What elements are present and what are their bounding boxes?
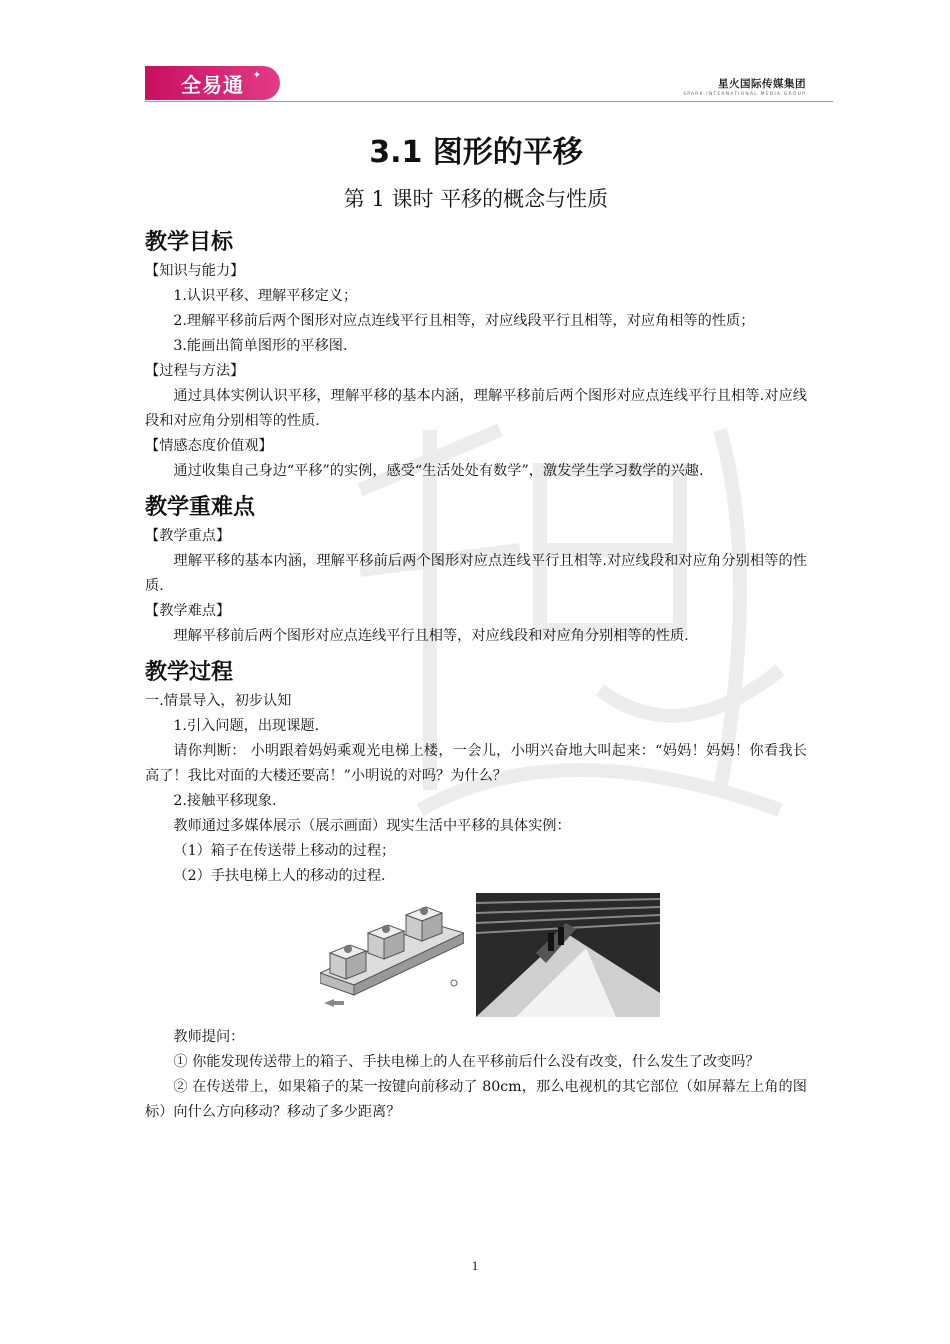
example-figures bbox=[145, 893, 807, 1019]
process-label: 【过程与方法】 bbox=[145, 363, 245, 379]
section-title: 一.情景导入，初步认知 bbox=[145, 693, 292, 709]
emotion-text: 通过收集自己身边“平移”的实例，感受“生活处处有数学”，激发学生学习数学的兴趣. bbox=[173, 463, 704, 479]
company-name-cn: 星火国际传媒集团 bbox=[718, 78, 806, 90]
process-heading: 教学过程 bbox=[145, 660, 234, 685]
step-text: 2.接触平移现象. bbox=[173, 793, 277, 809]
brand-logo-text: 全易通 bbox=[181, 72, 244, 97]
focus-label: 【教学重点】 bbox=[145, 528, 231, 544]
question-item: ② 在传送带上，如果箱子的某一按键向前移动了 80cm，那么电视机的其它部位（如屏幕左上角的图标）向什么方向移动？移动了多少距离？ bbox=[145, 1079, 807, 1120]
page-title: 3.1 图形的平移 bbox=[369, 135, 583, 170]
focus-text: 理解平移的基本内涵，理解平移前后两个图形对应点连线平行且相等.对应线段和对应角分别相等的性质. bbox=[145, 553, 807, 594]
difficulty-text: 理解平移前后两个图形对应点连线平行且相等，对应线段和对应角分别相等的性质. bbox=[173, 628, 689, 644]
brand-logo bbox=[145, 66, 280, 100]
judge-text: 请你判断： 小明跟着妈妈乘观光电梯上楼，一会儿，小明兴奋地大叫起来：“妈妈！妈妈！你看我长高了！我比对面的大楼还要高！”小明说的对吗？为什么？ bbox=[145, 743, 807, 784]
company-name bbox=[683, 76, 806, 97]
company-name-en: SPARK INTERNATIONAL MEDIA GROUP bbox=[683, 92, 806, 97]
page-subtitle: 第 1 课时 平移的概念与性质 bbox=[343, 187, 609, 211]
page-header bbox=[145, 66, 833, 102]
page-number: 1 bbox=[471, 1258, 479, 1273]
question-item: ① 你能发现传送带上的箱子、手扶电梯上的人在平移前后什么没有改变，什么发生了改变吗？ bbox=[173, 1054, 760, 1070]
knowledge-item: 2.理解平移前后两个图形对应点连线平行且相等，对应线段平行且相等，对应角相等的性质； bbox=[173, 313, 755, 329]
step-text: 1.引入问题，出现课题. bbox=[173, 718, 320, 734]
conveyor-belt-image bbox=[320, 903, 464, 1015]
knowledge-item: 3.能画出简单图形的平移图. bbox=[173, 338, 348, 354]
sparkle-icon: ✦ bbox=[252, 70, 262, 81]
keypoints-heading: 教学重难点 bbox=[145, 495, 256, 520]
escalator-photo bbox=[476, 893, 660, 1017]
difficulty-label: 【教学难点】 bbox=[145, 603, 231, 619]
example-item: （2）手扶电梯上人的移动的过程. bbox=[173, 868, 386, 884]
example-item: （1）箱子在传送带上移动的过程； bbox=[173, 843, 396, 859]
goals-heading: 教学目标 bbox=[145, 230, 234, 255]
process-text: 通过具体实例认识平移，理解平移的基本内涵，理解平移前后两个图形对应点连线平行且相等.对应线段和对应角分别相等的性质. bbox=[145, 388, 807, 429]
emotion-label: 【情感态度价值观】 bbox=[145, 438, 273, 454]
knowledge-item: 1.认识平移、理解平移定义； bbox=[173, 288, 358, 304]
knowledge-label: 【知识与能力】 bbox=[145, 263, 245, 279]
header-divider bbox=[145, 101, 833, 102]
document-body bbox=[145, 125, 807, 1125]
teacher-ask-text: 教师提问： bbox=[173, 1029, 245, 1045]
teacher-show-text: 教师通过多媒体展示（展示画面）现实生活中平移的具体实例： bbox=[173, 818, 571, 834]
